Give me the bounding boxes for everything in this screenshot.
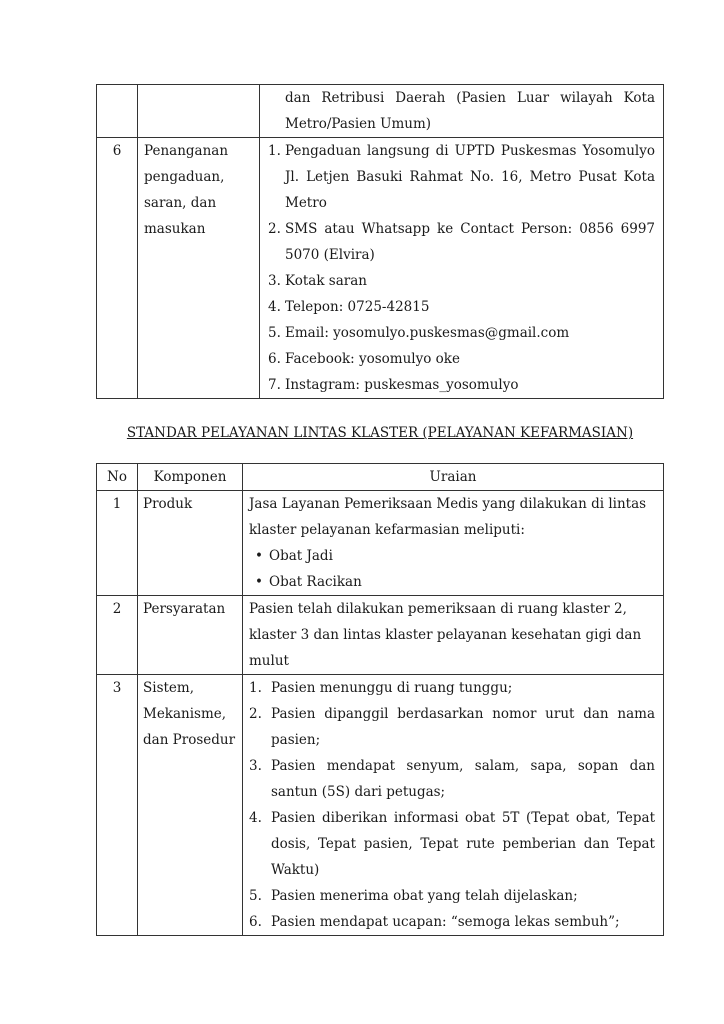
requirements-text: Pasien telah dilakukan pemeriksaan di ruang klaster 2, klaster 3 dan lintas klaster pelayanan kesehatan gigi dan mulut (243, 596, 664, 675)
table-row (97, 596, 664, 675)
header-no: No (97, 464, 138, 491)
continuation-text: dan Retribusi Daerah (Pasien Luar wilayah Kota Metro/Pasien Umum) (260, 85, 664, 138)
table-header-row (97, 464, 664, 491)
product-list (249, 543, 655, 595)
list-item: 4. Telepon: 0725-42815 (268, 299, 430, 315)
list-item: 3. Pasien mendapat senyum, salam, sapa, sopan dan santun (5S) dari petugas; (249, 758, 655, 800)
row-number: 2 (97, 596, 138, 675)
no-cell (97, 85, 138, 138)
section-title: STANDAR PELAYANAN LINTAS KLASTER (PELAYANAN KEFARMASIAN) (126, 425, 634, 441)
list-item: 1. Pasien menunggu di ruang tunggu; (249, 680, 513, 696)
description-cell (243, 675, 664, 936)
row-number: 6 (97, 138, 138, 399)
list-item: 4. Pasien diberikan informasi obat 5T (Tepat obat, Tepat dosis, Tepat pasien, Tepat rute pemberian dan Tepat Waktu) (249, 810, 655, 878)
procedure-list (249, 675, 655, 935)
list-item: 3. Kotak saran (268, 273, 367, 289)
component-label: Produk (138, 491, 243, 596)
table-row (97, 138, 664, 399)
list-item: 5. Pasien menerima obat yang telah dijelaskan; (249, 888, 578, 904)
table-row (97, 491, 664, 596)
list-item: 2. SMS atau Whatsapp ke Contact Person: 0856 6997 5070 (Elvira) (268, 221, 655, 263)
list-item: 5. Email: yosomulyo.puskesmas@gmail.com (268, 325, 570, 341)
list-item: 1. Pengaduan langsung di UPTD Puskesmas Yosomulyo Jl. Letjen Basuki Rahmat No. 16, Metro Pusat Kota Metro (268, 143, 655, 211)
list-item: 6. Pasien mendapat ucapan: “semoga lekas sembuh”; (249, 914, 620, 930)
pharmacy-service-table (96, 463, 664, 936)
list-item: 2. Pasien dipanggil berdasarkan nomor urut dan nama pasien; (249, 706, 655, 748)
description-cell (243, 491, 664, 596)
row-number: 1 (97, 491, 138, 596)
list-item: 7. Instagram: puskesmas_yosomulyo (268, 377, 519, 393)
product-description: Jasa Layanan Pemeriksaan Medis yang dilakukan di lintas klaster pelayanan kefarmasian meliputi: (249, 496, 647, 538)
complaint-handling-table (96, 84, 664, 399)
description-cell (260, 138, 664, 399)
list-item: 6. Facebook: yosomulyo oke (268, 351, 460, 367)
row-number: 3 (97, 675, 138, 936)
table-row (97, 85, 664, 138)
header-component: Komponen (138, 464, 243, 491)
component-label: Sistem, Mekanisme, dan Prosedur (138, 675, 243, 936)
complaint-channel-list (268, 138, 655, 398)
component-label: Persyaratan (138, 596, 243, 675)
component-cell (138, 85, 260, 138)
header-description: Uraian (243, 464, 664, 491)
table-row (97, 675, 664, 936)
component-label: Penanganan pengaduan, saran, dan masukan (138, 138, 260, 399)
list-item: • Obat Racikan (269, 569, 655, 595)
list-item: • Obat Jadi (269, 543, 655, 569)
